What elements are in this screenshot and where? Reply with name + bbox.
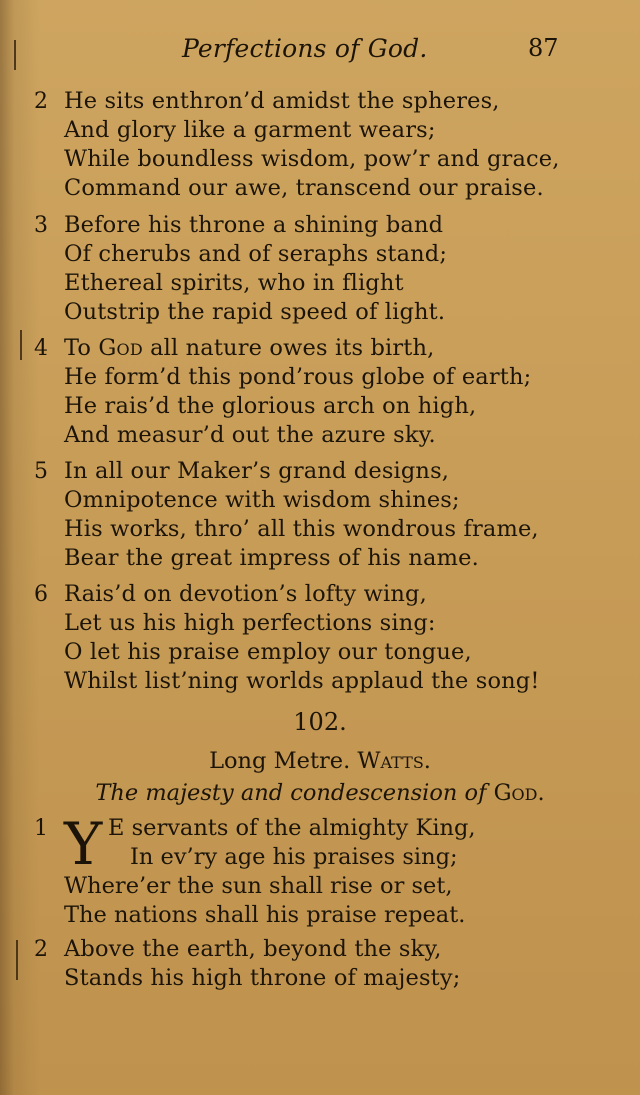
stanza-number: 5: [34, 459, 49, 484]
verse-line: Bear the great impress of his name.: [64, 545, 479, 571]
stanza-number: 3: [34, 213, 49, 238]
meter-label: Long Metre.: [209, 748, 351, 774]
subtitle-italic: The majesty and condescension of: [95, 780, 487, 806]
verse-line: 4 To God all nature owes its birth,: [34, 335, 435, 361]
verse-line: 2 Above the earth, beyond the sky,: [34, 936, 442, 962]
verse-line: Outstrip the rapid speed of light.: [64, 299, 446, 325]
running-title: Perfections of God.: [182, 34, 428, 63]
verse-line: While boundless wisdom, pow’r and grace,: [64, 146, 560, 172]
verse-line: Ethereal spirits, who in flight: [64, 270, 404, 296]
verse-line: In ev’ry age his praises sing;: [130, 844, 458, 870]
stanza-number: 4: [34, 336, 49, 361]
verse-line: He form’d this pond’rous globe of earth;: [64, 364, 532, 390]
stanza-number: 1: [34, 816, 48, 841]
verse-line: 3 Before his throne a shining band: [34, 212, 444, 238]
verse-line: And measur’d out the azure sky.: [64, 422, 436, 448]
verse-line: 5 In all our Maker’s grand designs,: [34, 458, 450, 484]
stanza-2: [34, 87, 634, 203]
verse-line: Command our awe, transcend our praise.: [64, 175, 544, 201]
verse-line: 2 He sits enthron’d amidst the spheres,: [34, 88, 500, 114]
stanza-4: [34, 334, 634, 450]
verse-line: 6 Rais’d on devotion’s lofty wing,: [34, 581, 427, 607]
verse-line: Whilst list’ning worlds applaud the song!: [64, 668, 540, 694]
stanza-6: [34, 580, 634, 696]
binding-edge: [20, 330, 22, 360]
stanza-number: 2: [34, 89, 49, 114]
verse-line: Of cherubs and of seraphs stand;: [64, 241, 448, 267]
page-header: [0, 34, 640, 70]
verse-line: Omnipotence with wisdom shines;: [64, 487, 460, 513]
verse-line: The nations shall his praise repeat.: [64, 902, 466, 928]
hymn-subtitle: [0, 780, 640, 806]
verse-line: And glory like a garment wears;: [64, 117, 436, 143]
stanza-number: 2: [34, 937, 49, 962]
verse-line: E servants of the almighty King,: [108, 815, 476, 841]
hymn-number: 102.: [293, 708, 347, 736]
verse-line: His works, thro’ all this wondrous frame,: [64, 516, 539, 542]
stanza-5: [34, 457, 634, 573]
page-number: 87: [528, 34, 559, 62]
verse-line: O let his praise employ our tongue,: [64, 639, 472, 665]
verse-line: Stands his high throne of majesty;: [64, 965, 461, 991]
subtitle-god: God.: [493, 780, 545, 806]
stanza-3: [34, 211, 634, 327]
verse-line: He rais’d the glorious arch on high,: [64, 393, 477, 419]
verse-line: Where’er the sun shall rise or set,: [64, 873, 453, 899]
hymn-author: Watts.: [357, 748, 431, 774]
hymn-meter: [0, 748, 640, 774]
drop-cap: Y: [64, 810, 103, 878]
verse-line: Let us his high perfections sing:: [64, 610, 436, 636]
binding-edge: [16, 940, 18, 980]
stanza-number: 6: [34, 582, 49, 607]
hymn-102-stanza-2: [34, 935, 634, 993]
